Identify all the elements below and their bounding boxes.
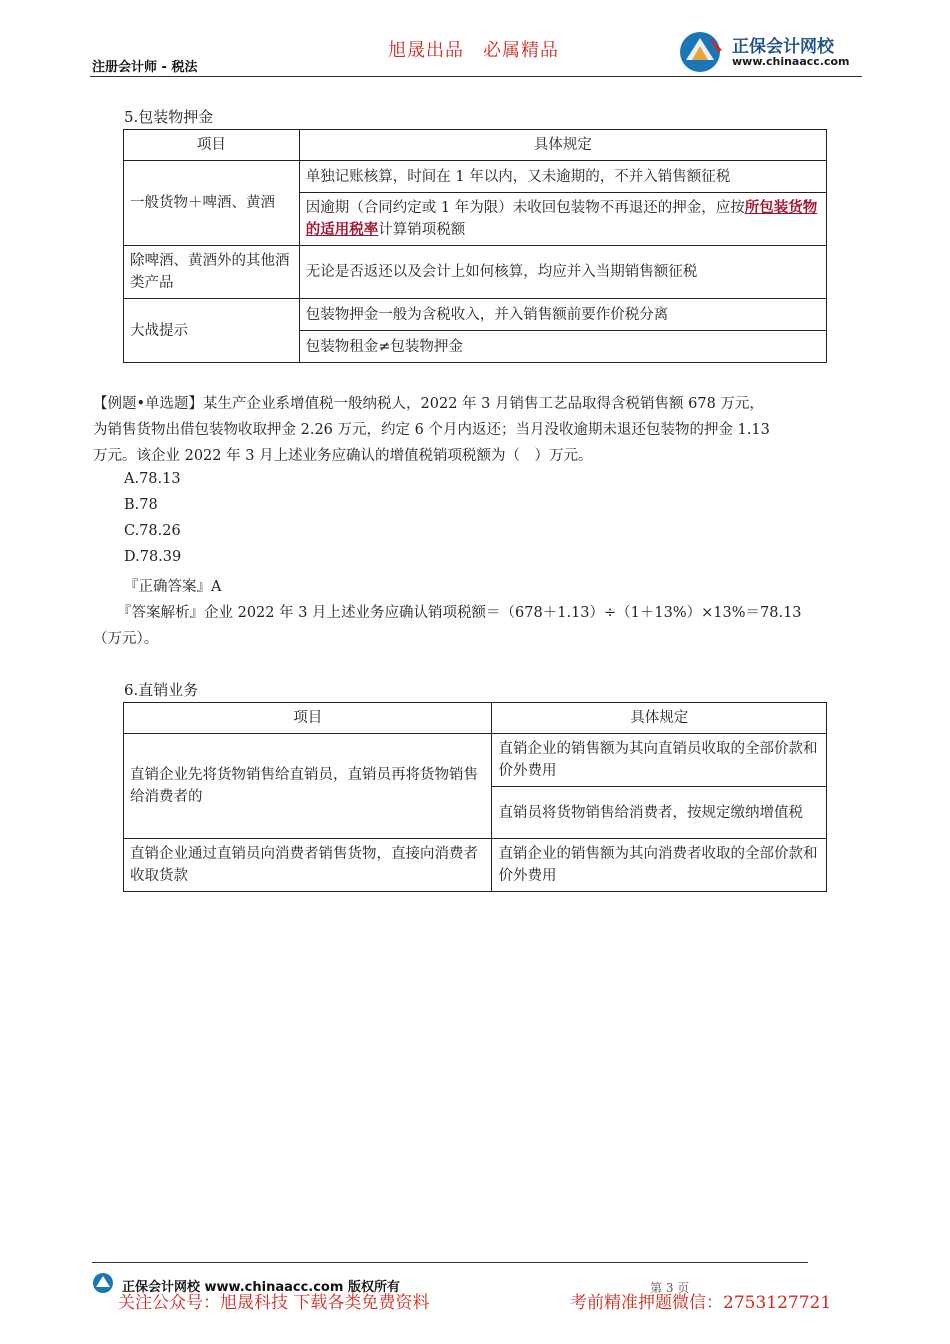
row-rule: 包装物押金一般为含税收入，并入销售额前要作价税分离	[299, 299, 826, 331]
table-header-row	[124, 703, 827, 734]
table-row	[124, 839, 827, 892]
row-item-other-alcohol: 除啤酒、黄酒外的其他酒类产品	[124, 246, 300, 299]
row-rule: 包装物租金≠包装物押金	[299, 331, 826, 363]
footer-copyright: 正保会计网校 www.chinaacc.com 版权所有	[122, 1280, 400, 1295]
logo-url: www.chinaacc.com	[732, 55, 850, 68]
row-rule: 直销员将货物销售给消费者，按规定缴纳增值税	[492, 787, 827, 839]
col-header-rule: 具体规定	[299, 130, 826, 161]
table-header-row	[124, 130, 827, 161]
row-item-direct-collection: 直销企业通过直销员向消费者销售货物，直接向消费者收取货款	[124, 839, 492, 892]
col-header-rule: 具体规定	[492, 703, 827, 734]
answer-analysis-line-1: 『答案解析』企业 2022 年 3 月上述业务应确认销项税额＝（678＋1.13）÷（1＋13%）×13%＝78.13	[117, 605, 802, 621]
logo-emblem-icon	[678, 30, 726, 74]
logo-name: 正保会计网校	[732, 37, 834, 57]
row-item-via-distributor: 直销企业先将货物销售给直销员，直销员再将货物销售给消费者的	[124, 734, 492, 839]
table-row	[124, 246, 827, 299]
section-5-title: 5.包装物押金	[124, 108, 214, 126]
table-row	[124, 161, 827, 193]
correct-answer: 『正确答案』A	[124, 579, 222, 595]
row-rule: 因逾期（合同约定或 1 年为限）未收回包装物不再退还的押金，应按所包装货物的适用税率计算销项税额	[299, 193, 826, 246]
question-line-3: 万元。该企业 2022 年 3 月上述业务应确认的增值税销项税额为（ ）万元。	[93, 448, 593, 464]
deposit-table	[123, 129, 827, 363]
course-title: 注册会计师 - 税法	[92, 60, 198, 75]
col-header-item: 项目	[124, 703, 492, 734]
col-header-item: 项目	[124, 130, 300, 161]
table-row	[124, 299, 827, 331]
header-slogan: 旭晟出品 必属精品	[388, 40, 559, 61]
footer-divider	[92, 1262, 808, 1263]
row-rule: 无论是否返还以及会计上如何核算，均应并入当期销售额征税	[299, 246, 826, 299]
footer-logo-icon	[92, 1272, 116, 1294]
question-line-2: 为销售货物出借包装物收取押金 2.26 万元，约定 6 个月内返还；当月没收逾期未退还包装物的押金 1.13	[93, 422, 770, 438]
page-number: 第 3 页	[650, 1281, 690, 1295]
option-a: A.78.13	[124, 471, 181, 487]
question-line-1: 【例题•单选题】某生产企业系增值税一般纳税人，2022 年 3 月销售工艺品取得含税销售额 678 万元，	[93, 396, 764, 412]
option-d: D.78.39	[124, 549, 182, 565]
table-row	[124, 734, 827, 787]
option-c: C.78.26	[124, 523, 181, 539]
promo-left: 关注公众号：旭晟科技 下载各类免费资料	[118, 1293, 430, 1313]
row-rule: 单独记账核算，时间在 1 年以内，又未逾期的，不并入销售额征税	[299, 161, 826, 193]
promo-right: 考前精准押题微信：2753127721	[570, 1293, 832, 1313]
answer-analysis-line-2: （万元）。	[93, 631, 159, 647]
header-divider	[90, 76, 862, 77]
row-rule: 直销企业的销售额为其向消费者收取的全部价款和价外费用	[492, 839, 827, 892]
brand-logo	[678, 30, 868, 74]
row-rule: 直销企业的销售额为其向直销员收取的全部价款和价外费用	[492, 734, 827, 787]
tax-rate-link[interactable]: 所包装货物的适用税率	[305, 199, 818, 238]
section-6-title: 6.直销业务	[124, 681, 199, 699]
row-item-general-goods: 一般货物＋啤酒、黄酒	[124, 161, 300, 246]
direct-sales-table	[123, 702, 827, 892]
option-b: B.78	[124, 497, 158, 513]
row-item-tip: 大战提示	[124, 299, 300, 363]
